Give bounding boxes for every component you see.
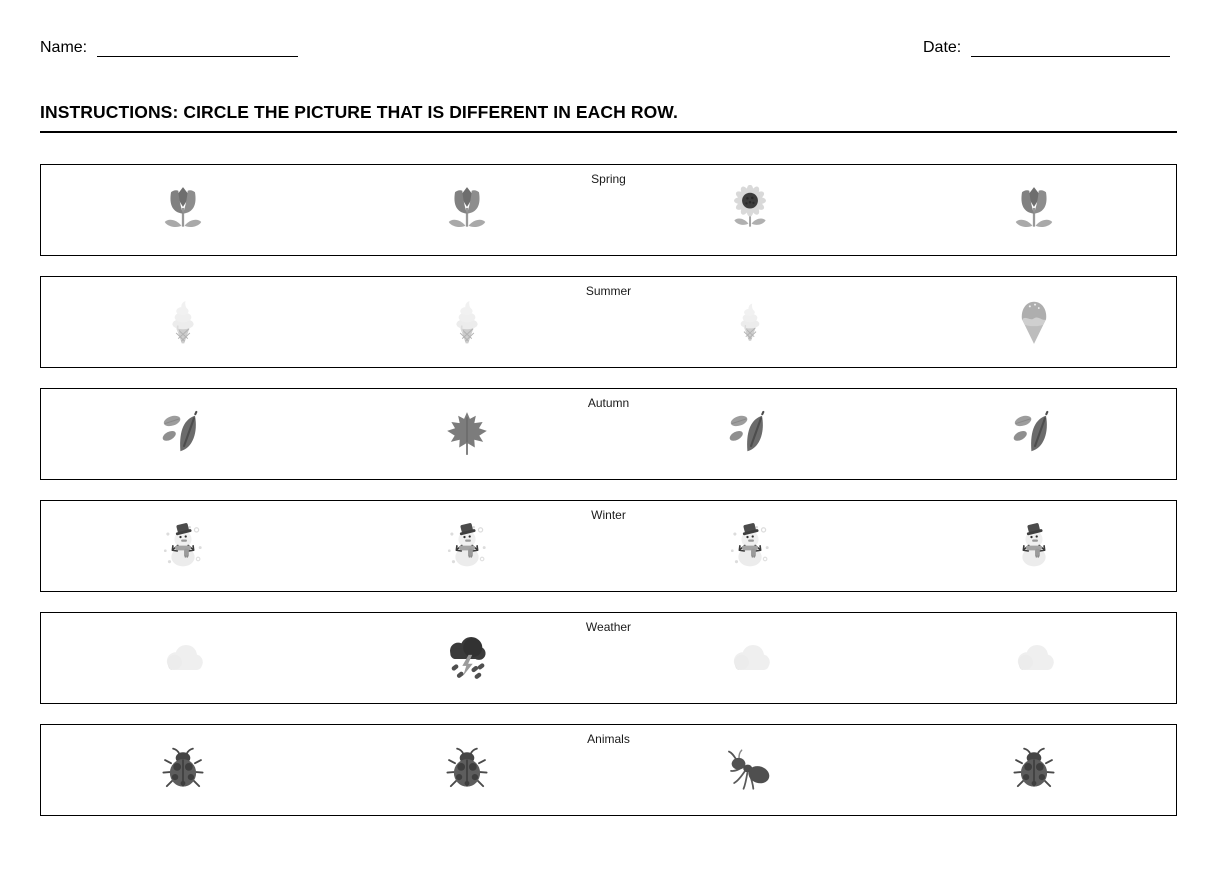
cloud-icon: [1009, 633, 1059, 683]
soft-ice-cream-icon: [442, 297, 492, 347]
fallen-leaf-icon: [1009, 409, 1059, 459]
fallen-leaf-icon: [725, 409, 775, 459]
icon-cell: [325, 389, 609, 479]
soft-ice-cream-icon: [158, 297, 208, 347]
icon-cell: [41, 613, 325, 703]
cloud-icon: [158, 633, 208, 683]
icon-cell: [609, 165, 893, 255]
row-winter: [40, 500, 1177, 592]
snowman-with-snow-icon: [725, 521, 775, 571]
heading-divider: [40, 131, 1177, 133]
icon-cell: [41, 277, 325, 367]
icon-cell: [41, 501, 325, 591]
maple-leaf-icon: [442, 409, 492, 459]
icon-cell: [325, 165, 609, 255]
name-label: Name:: [40, 39, 88, 56]
snowman-with-snow-icon: [158, 521, 208, 571]
cloud-icon: [725, 633, 775, 683]
ladybug-icon: [1009, 745, 1059, 795]
icon-cell: [325, 613, 609, 703]
icon-cell: [892, 613, 1176, 703]
icon-cell: [325, 725, 609, 815]
row-autumn: [40, 388, 1177, 480]
row-spring: [40, 164, 1177, 256]
icon-cell: [892, 389, 1176, 479]
ladybug-icon: [158, 745, 208, 795]
row-label: Autumn: [587, 396, 630, 410]
fallen-leaf-icon: [158, 409, 208, 459]
icon-cell: [609, 277, 893, 367]
row-summer: [40, 276, 1177, 368]
ladybug-icon: [442, 745, 492, 795]
tulip-icon: [158, 185, 208, 235]
ant-icon: [725, 745, 775, 795]
icon-cell: [892, 165, 1176, 255]
sunflower-icon: [725, 185, 775, 235]
name-blank-line: [97, 40, 298, 57]
date-label: Date:: [923, 39, 962, 56]
date-blank-line: [971, 40, 1170, 57]
icon-cell: [609, 501, 893, 591]
icon-cell: [892, 277, 1176, 367]
shaved-ice-icon: [1009, 297, 1059, 347]
storm-cloud-icon: [442, 633, 492, 683]
tulip-icon: [442, 185, 492, 235]
row-label: Spring: [591, 172, 626, 186]
icon-cell: [41, 165, 325, 255]
soft-ice-cream-icon: [728, 300, 772, 344]
row-label: Weather: [585, 620, 632, 634]
name-field: [40, 39, 298, 57]
icon-cell: [609, 613, 893, 703]
icon-cell: [325, 277, 609, 367]
icon-cell: [609, 389, 893, 479]
snowman-icon: [1009, 521, 1059, 571]
instructions-heading: INSTRUCTIONS: CIRCLE THE PICTURE THAT IS DIFFERENT IN EACH ROW.: [40, 102, 678, 122]
date-field: [923, 39, 1170, 57]
snowman-with-snow-icon: [442, 521, 492, 571]
icon-cell: [609, 725, 893, 815]
icon-cell: [41, 389, 325, 479]
row-animals: [40, 724, 1177, 816]
row-label: Summer: [585, 284, 632, 298]
row-weather: [40, 612, 1177, 704]
icon-cell: [892, 501, 1176, 591]
row-label: Animals: [587, 732, 630, 746]
tulip-icon: [1009, 185, 1059, 235]
icon-cell: [892, 725, 1176, 815]
icon-cell: [325, 501, 609, 591]
icon-cell: [41, 725, 325, 815]
row-label: Winter: [591, 508, 626, 522]
